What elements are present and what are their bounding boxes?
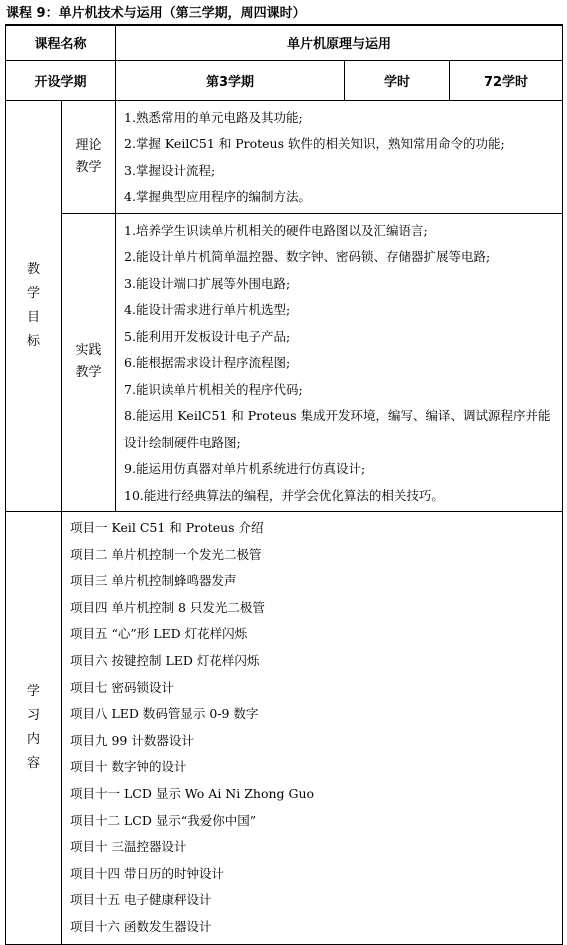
list-item: 项目六 按键控制 LED 灯花样闪烁 xyxy=(70,652,260,668)
goals-label-char: 学 xyxy=(26,285,40,301)
theory-goals xyxy=(116,100,563,213)
list-item: 项目十六 函数发生器设计 xyxy=(70,918,212,934)
list-item: 项目一 Keil C51 和 Proteus 介绍 xyxy=(70,520,264,535)
list-item: 5.能利用开发板设计电子产品; xyxy=(124,328,291,344)
list-item: 3.能设计端口扩展等外围电路; xyxy=(124,275,291,291)
theory-label xyxy=(62,100,116,213)
list-item: 1.熟悉常用的单元电路及其功能; xyxy=(124,109,303,125)
content-label-char: 学 xyxy=(26,683,40,699)
list-item: 项目七 密码锁设计 xyxy=(70,679,174,695)
practice-label xyxy=(62,213,116,512)
list-item: 9.能运用仿真器对单片机系统进行仿真设计; xyxy=(124,461,366,476)
list-item: 2.能设计单片机简单温控器、数字钟、密码锁、存储器扩展等电路; xyxy=(124,249,491,264)
list-item: 3.掌握设计流程; xyxy=(124,162,216,178)
list-item: 6.能根据需求设计程序流程图; xyxy=(124,355,291,370)
content-label-char: 内 xyxy=(26,731,40,747)
row-content xyxy=(6,512,563,945)
goals-label xyxy=(6,100,62,512)
row-term xyxy=(6,60,563,100)
list-item: 项目四 单片机控制 8 只发光二极管 xyxy=(70,599,265,615)
list-item: 项目十 数字钟的设计 xyxy=(70,759,187,775)
goals-label-char: 教 xyxy=(26,261,40,277)
content-label xyxy=(6,512,62,945)
list-item: 项目三 单片机控制蜂鸣器发声 xyxy=(70,573,237,589)
list-item: 项目十五 电子健康秤设计 xyxy=(70,892,212,908)
list-item: 项目二 单片机控制一个发光二极管 xyxy=(70,546,262,562)
hours-label: 学时 xyxy=(345,60,450,100)
row-course-name xyxy=(6,25,563,60)
content-label-char: 习 xyxy=(26,707,40,723)
row-theory xyxy=(6,100,563,213)
goals-label-char: 目 xyxy=(26,309,40,325)
list-item: 项目九 99 计数器设计 xyxy=(70,732,194,748)
course-name-value: 单片机原理与运用 xyxy=(116,25,563,60)
content-label-char: 容 xyxy=(26,755,40,771)
course-heading: 课程 9：单片机技术与运用（第三学期，周四课时） xyxy=(6,6,306,21)
list-item: 4.能设计需求进行单片机选型; xyxy=(124,302,291,317)
practice-label-line: 实践 xyxy=(75,343,102,359)
list-item: 项目十四 带日历的时钟设计 xyxy=(70,865,224,881)
term-value: 第3学期 xyxy=(116,60,345,100)
list-item: 1.培养学生识读单片机相关的硬件电路图以及汇编语言; xyxy=(124,222,428,238)
theory-label-line: 教学 xyxy=(75,159,102,175)
list-item: 7.能识读单片机相关的程序代码; xyxy=(124,381,303,397)
goals-label-char: 标 xyxy=(26,333,40,349)
list-item: 项目十 三温控器设计 xyxy=(70,839,187,855)
theory-label-line: 理论 xyxy=(75,137,102,153)
course-name-label: 课程名称 xyxy=(6,25,116,60)
project-list xyxy=(62,512,563,945)
term-label: 开设学期 xyxy=(6,60,116,100)
list-item: 项目五 “心”形 LED 灯花样闪烁 xyxy=(70,626,248,642)
list-item: 项目十一 LCD 显示 Wo Ai Ni Zhong Guo xyxy=(70,785,315,801)
hours-value: 72学时 xyxy=(450,60,563,100)
list-item: 项目十二 LCD 显示“我爱你中国” xyxy=(70,812,257,828)
list-item: 2.掌握 KeilC51 和 Proteus 软件的相关知识，熟知常用命令的功能; xyxy=(124,136,505,151)
practice-goals xyxy=(116,213,563,512)
practice-label-line: 教学 xyxy=(75,365,102,381)
list-item: 4.掌握典型应用程序的编制方法。 xyxy=(124,189,311,204)
row-practice xyxy=(6,213,563,512)
list-item: 10.能进行经典算法的编程，并学会优化算法的相关技巧。 xyxy=(124,487,444,503)
course-table xyxy=(5,24,563,945)
list-item: 8.能运用 KeilC51 和 Proteus 集成开发环境，编写、编译、调试源程序并能设计绘制硬件电路图; xyxy=(124,408,551,450)
list-item: 项目八 LED 数码管显示 0-9 数字 xyxy=(70,706,259,722)
